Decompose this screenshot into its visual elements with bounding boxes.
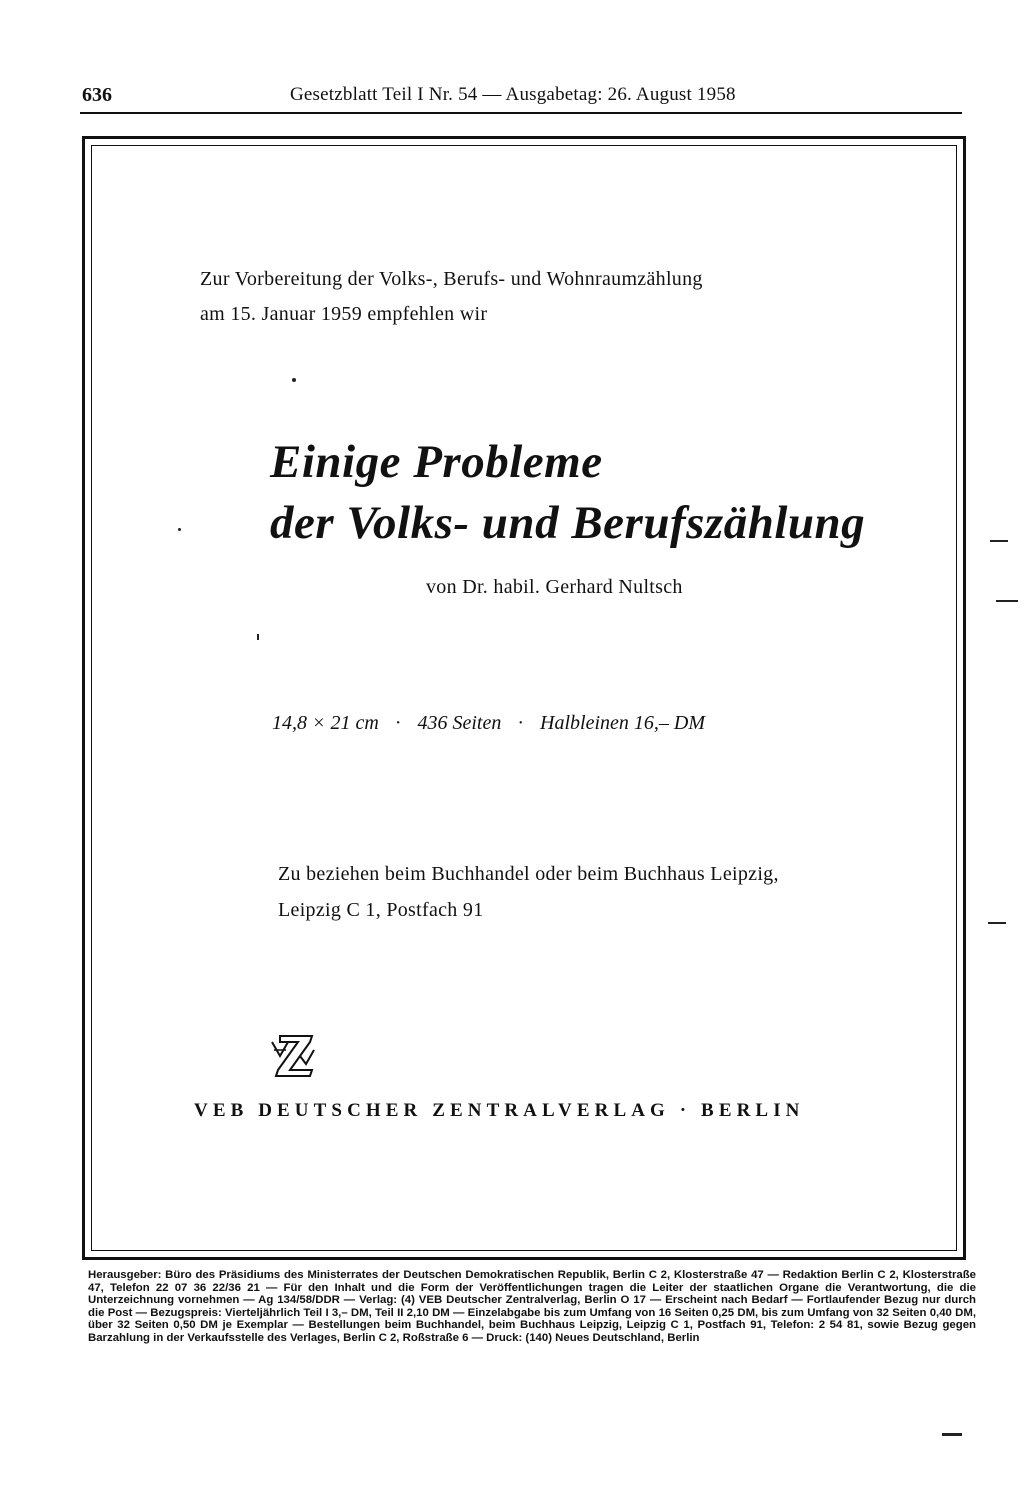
- stray-mark: [942, 1433, 962, 1436]
- stray-mark: [988, 922, 1006, 924]
- stray-mark: [257, 634, 259, 640]
- specs-separator: ·: [394, 712, 402, 734]
- book-specs: [272, 712, 705, 735]
- order-info: [278, 856, 779, 928]
- stray-mark: [990, 540, 1008, 542]
- order-line-1: Zu beziehen beim Buchhandel oder beim Buchhaus Leipzig,: [278, 863, 779, 885]
- intro-line-2: am 15. Januar 1959 empfehlen wir: [200, 303, 488, 325]
- stray-mark: [996, 600, 1018, 602]
- stray-mark: [178, 528, 181, 531]
- publisher-name: VEB DEUTSCHER ZENTRALVERLAG · BERLIN: [194, 1100, 805, 1121]
- running-head: Gesetzblatt Teil I Nr. 54 — Ausgabetag: 26. August 1958: [290, 84, 736, 105]
- specs-separator: ·: [517, 712, 525, 734]
- book-pages: 436 Seiten: [417, 712, 502, 734]
- book-title-line-2: der Volks- und Berufszählung: [270, 497, 866, 549]
- header-rule: [80, 112, 962, 114]
- book-author: von Dr. habil. Gerhard Nultsch: [426, 576, 683, 598]
- book-title-line-1: Einige Probleme: [270, 436, 603, 488]
- publisher-logo-icon: [268, 1030, 320, 1080]
- book-format: 14,8 × 21 cm: [272, 712, 379, 734]
- book-binding-price: Halbleinen 16,– DM: [540, 712, 706, 734]
- advertisement-intro: [200, 262, 703, 332]
- page-header: [82, 84, 962, 112]
- imprint-text: Herausgeber: Büro des Präsidiums des Ministerrates der Deutschen Demokratischen Republik, Berlin C 2, Klosterstraße 47 — Redaktion Berlin C 2, Klosterstraße 47, Telefon 22 07 36 22/36 21 — Für den Inhalt und die Form der Veröffentlichungen tragen die Leiter der staatlichen Organe die Verantwortung, die die Unterzeichnung vornehmen — Ag 134/58/DDR — Verlag: (4) VEB Deutscher Zentralverlag, Berlin O 17 — Erscheint nach Bedarf — Fortlaufender Bezug nur durch die Post — Bezugspreis: Vierteljährlich Teil I 3,– DM, Teil II 2,10 DM — Einzelabgabe bis zum Umfang von 16 Seiten 0,25 DM, bis zum Umfang von 32 Seiten 0,40 DM, über 32 Seiten 0,50 DM je Exemplar — Bestellungen beim Buchhandel, beim Buchhaus Leipzig, Leipzig C 1, Postfach 91, Telefon: 2 54 81, sowie Bezug gegen Barzahlung in der Verkaufsstelle des Verlages, Berlin C 2, Roßstraße 6 — Druck: (140) Neues Deutschland, Berlin: [88, 1269, 976, 1344]
- intro-line-1: Zur Vorbereitung der Volks-, Berufs- und Wohnraumzählung: [200, 268, 703, 290]
- page-number: 636: [82, 84, 112, 106]
- stray-mark: [292, 378, 296, 382]
- order-line-2: Leipzig C 1, Postfach 91: [278, 899, 484, 921]
- book-title: [270, 432, 865, 554]
